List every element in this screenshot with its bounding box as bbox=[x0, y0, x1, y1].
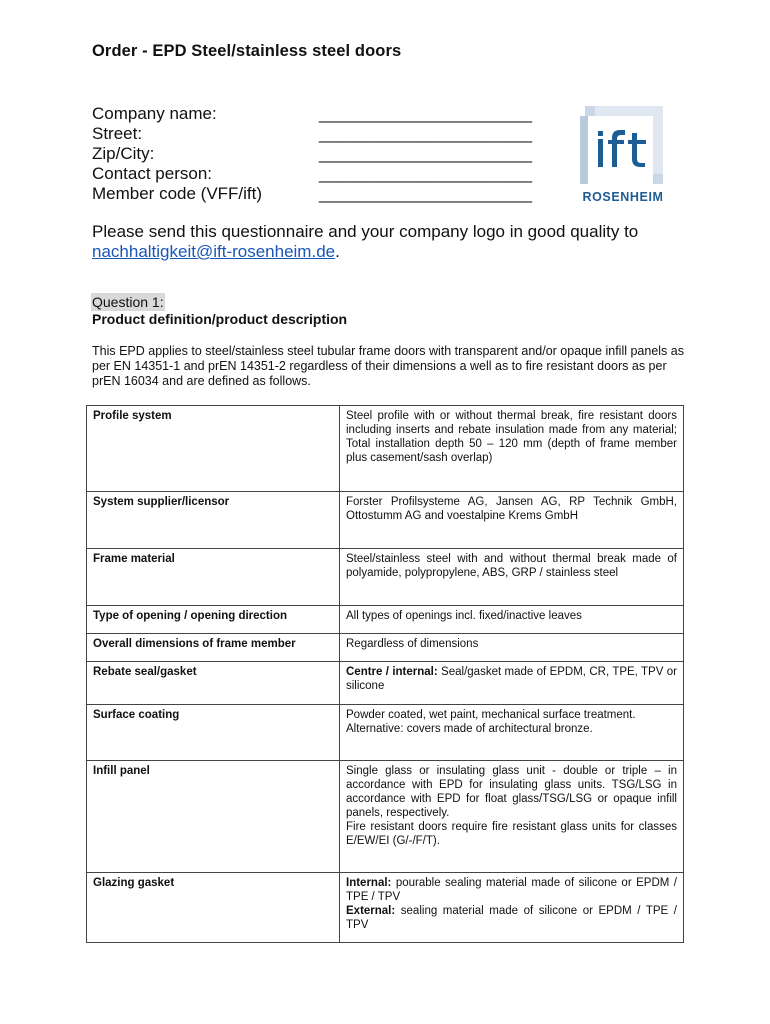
row-property: Rebate seal/gasket bbox=[87, 662, 340, 705]
value-text: Steel profile with or without thermal break, fire resistant doors including inserts and rebate insulation made from any material; Total installation depth 50 – 120 mm (depth of frame member plus casement/sash overlap) bbox=[346, 410, 677, 464]
value-text-2: Fire resistant doors require fire resistant glass units for classes E/EW/EI (G/-/F/T). bbox=[346, 821, 677, 847]
description-paragraph: This EPD applies to steel/stainless steel tubular frame doors with transparent and/or opaque infill panels as per EN 14351-1 and prEN 14351-2 regardless of their dimensions a well as to fire resistant doors as per prEN 16034 and are defined as follows. bbox=[92, 344, 684, 388]
row-property: System supplier/licensor bbox=[87, 492, 340, 549]
ift-logo-mark bbox=[580, 106, 666, 190]
row-value bbox=[340, 873, 684, 943]
row-property: Infill panel bbox=[87, 761, 340, 873]
table-row bbox=[87, 873, 684, 943]
table-row bbox=[87, 662, 684, 705]
row-property: Frame material bbox=[87, 549, 340, 606]
row-value bbox=[340, 634, 684, 662]
contact-person-label: Contact person: bbox=[92, 164, 213, 183]
question-label: Question 1: bbox=[92, 294, 164, 310]
company-name-field[interactable]: ________________________ bbox=[319, 104, 532, 123]
row-value bbox=[340, 705, 684, 761]
value-text: Powder coated, wet paint, mechanical surface treatment. bbox=[346, 709, 636, 721]
intro-text: Please send this questionnaire and your company logo in good quality to bbox=[92, 222, 639, 241]
row-value bbox=[340, 761, 684, 873]
logo-subtitle: ROSENHEIM bbox=[582, 190, 664, 204]
row-property: Type of opening / opening direction bbox=[87, 606, 340, 634]
street-row bbox=[92, 124, 562, 144]
contact-person-row bbox=[92, 164, 562, 184]
row-property: Glazing gasket bbox=[87, 873, 340, 943]
row-property: Overall dimensions of frame member bbox=[87, 634, 340, 662]
table-row bbox=[87, 634, 684, 662]
street-label: Street: bbox=[92, 124, 143, 143]
row-value bbox=[340, 549, 684, 606]
table-row bbox=[87, 492, 684, 549]
ift-rosenheim-logo bbox=[580, 106, 666, 204]
intro-paragraph bbox=[92, 222, 692, 262]
value-bold: Centre / internal: bbox=[346, 666, 438, 678]
row-property: Surface coating bbox=[87, 705, 340, 761]
contact-form bbox=[92, 104, 562, 204]
table-row bbox=[87, 606, 684, 634]
row-value bbox=[340, 662, 684, 705]
member-code-row bbox=[92, 184, 562, 204]
value-text: pourable sealing material made of silicone or EPDM / TPE / TPV bbox=[346, 877, 677, 903]
value-text-2: Alternative: covers made of architectural bronze. bbox=[346, 723, 593, 735]
document-title: Order - EPD Steel/stainless steel doors bbox=[92, 42, 402, 60]
value-bold: Internal: bbox=[346, 877, 392, 889]
table-row bbox=[87, 549, 684, 606]
zip-city-row bbox=[92, 144, 562, 164]
row-value bbox=[340, 606, 684, 634]
zip-city-field[interactable]: ________________________ bbox=[319, 144, 532, 163]
email-link[interactable]: nachhaltigkeit@ift-rosenheim.de bbox=[92, 242, 336, 261]
zip-city-label: Zip/City: bbox=[92, 144, 155, 163]
row-value bbox=[340, 492, 684, 549]
value-text: Regardless of dimensions bbox=[346, 638, 479, 650]
row-value bbox=[340, 406, 684, 492]
value-text: All types of openings incl. fixed/inactive leaves bbox=[346, 610, 582, 622]
value-bold-2: External: bbox=[346, 905, 396, 917]
table-row bbox=[87, 705, 684, 761]
value-text: Steel/stainless steel with and without thermal break made of polyamide, polypropylene, ABS, GRP / stainless steel bbox=[346, 553, 677, 579]
street-field[interactable]: ________________________ bbox=[319, 124, 532, 143]
company-name-label: Company name: bbox=[92, 104, 217, 123]
product-definition-table bbox=[86, 405, 684, 943]
value-text: Single glass or insulating glass unit - double or triple – in accordance with EPD for insulating glass units. TSG/LSG in accordance with EPD for float glass/TSG/LSG or opaque infill panels, respectively. bbox=[346, 765, 677, 819]
intro-suffix: . bbox=[335, 242, 340, 261]
row-property: Profile system bbox=[87, 406, 340, 492]
value-text: Seal/gasket made of EPDM, CR, TPE, TPV or silicone bbox=[346, 666, 677, 692]
company-name-row bbox=[92, 104, 562, 124]
value-text: Forster Profilsysteme AG, Jansen AG, RP Technik GmbH, Ottostumm AG and voestalpine Krems GmbH bbox=[346, 496, 677, 522]
table-row bbox=[87, 406, 684, 492]
member-code-label: Member code (VFF/ift) bbox=[92, 184, 263, 203]
question-title: Product definition/product description bbox=[92, 311, 348, 327]
value-text-2: sealing material made of silicone or EPDM / TPE / TPV bbox=[346, 905, 677, 931]
contact-person-field[interactable]: ________________________ bbox=[319, 164, 532, 183]
table-row bbox=[87, 761, 684, 873]
member-code-field[interactable]: ________________________ bbox=[319, 184, 532, 203]
